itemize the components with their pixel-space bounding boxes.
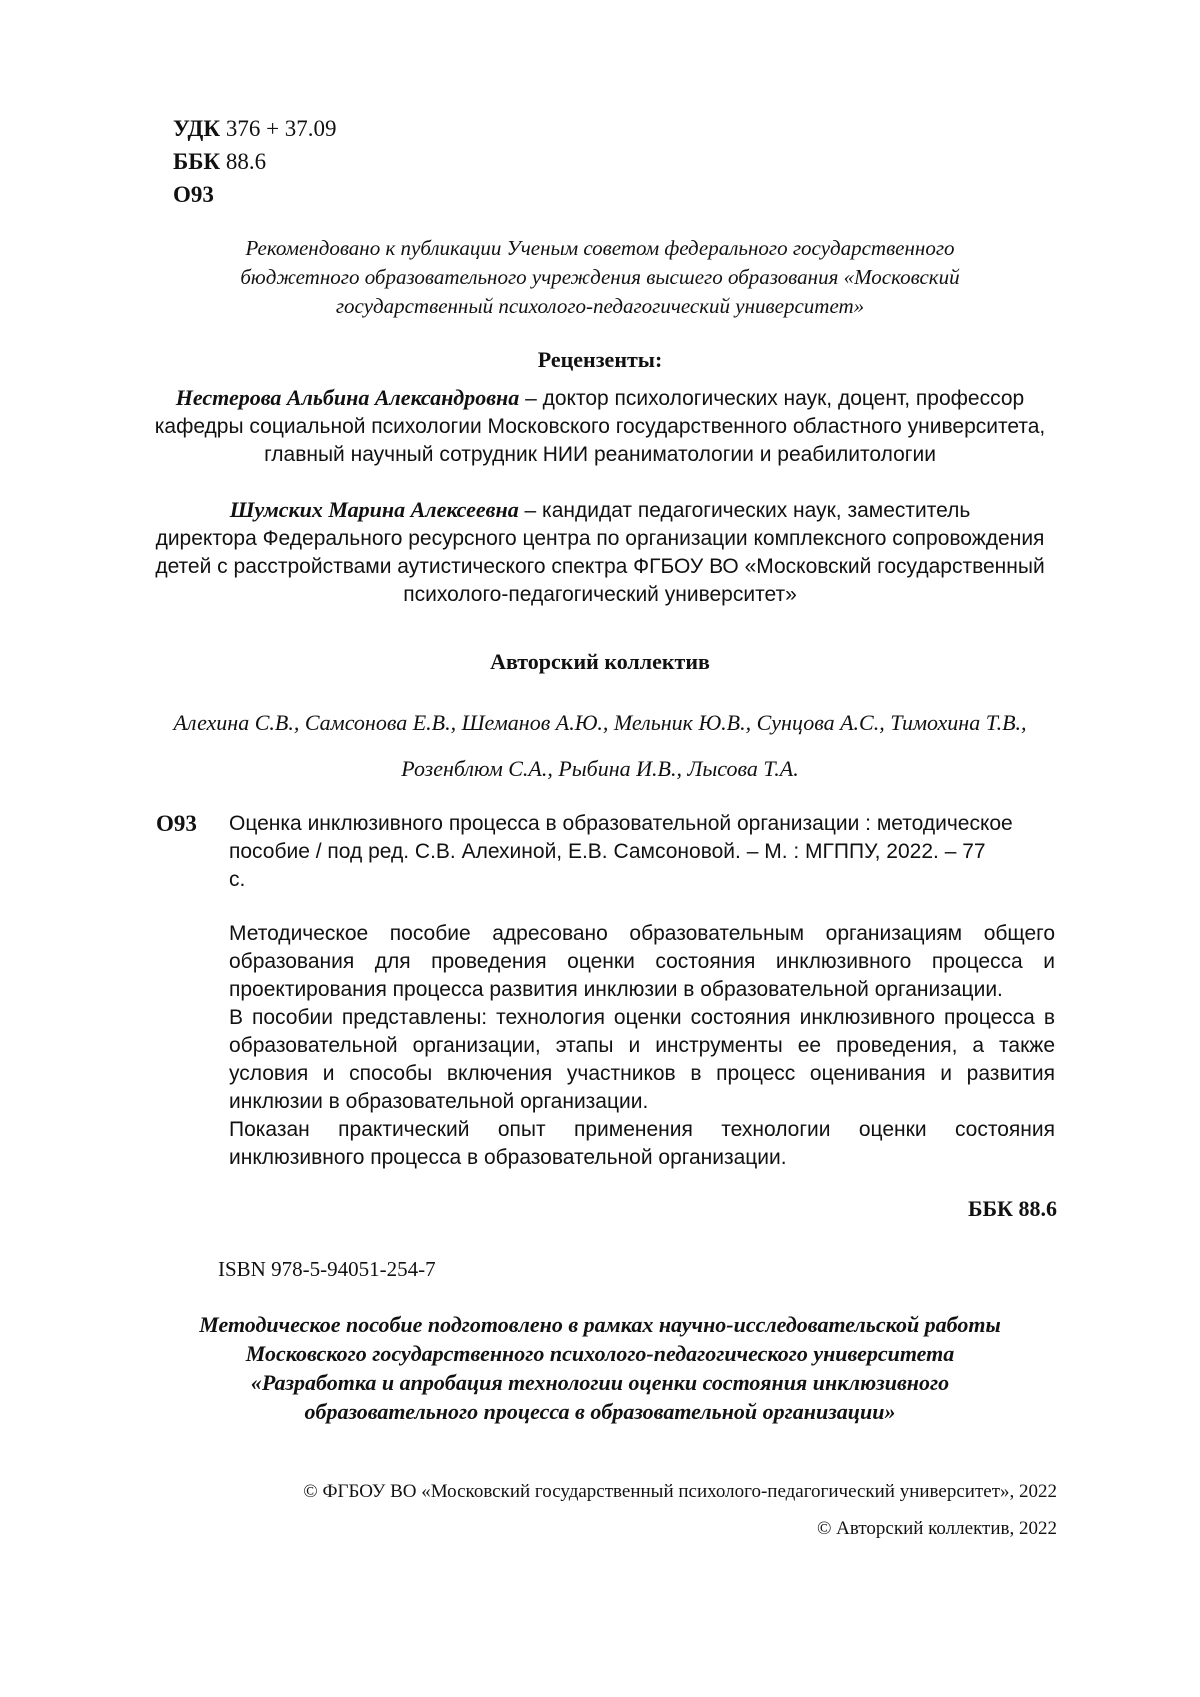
author-mark: О93 <box>173 182 214 207</box>
recommendation-note: Рекомендовано к публикации Ученым советом федерального государственного бюджетного образовательного учреждения высшего образования «Московский государственный психолого-педагогический университет» <box>240 236 960 318</box>
reviewer-name: Шумских Марина Алексеевна <box>229 497 519 522</box>
udk-code: УДК 376 + 37.09 <box>173 116 337 141</box>
funding-note: Методическое пособие подготовлено в рамках научно-исследовательской работы Московского государственного психолого-педагогического университета «Разработка и апробация технологии оценки состояния инклюзивного образовательного процесса в образовательной организации» <box>199 1312 1001 1424</box>
reviewers-heading: Рецензенты: <box>537 347 663 372</box>
bbk-code: ББК 88.6 <box>173 149 267 174</box>
annotation <box>229 920 1055 1172</box>
annotation-paragraph: В пособии представлены: технология оценки состояния инклюзивного процесса в образовательной организации, этапы и инструменты ее проведения, а также условия и способы включения участников в процесс оценивания и развития инклюзии в образовательной организации. <box>229 1006 1055 1113</box>
isbn: ISBN 978-5-94051-254-7 <box>218 1257 436 1281</box>
authors-heading: Авторский коллектив <box>490 649 710 674</box>
reviewer-2: Шумских Марина Алексеевна – кандидат педагогических наук, заместитель директора Федерального ресурсного центра по организации комплексного сопровождения детей с расстройствами аутистического спектра ФГБОУ ВО «Московский государственный психолого-педагогический университет» <box>155 497 1045 606</box>
authors-list: Алехина С.В., Самсонова Е.В., Шеманов А.Ю., Мельник Ю.В., Сунцова А.С., Тимохина Т.В., Розенблюм С.А., Рыбина И.В., Лысова Т.А. <box>173 710 1027 781</box>
citation: Оценка инклюзивного процесса в образовательной организации : методическое пособие / под ред. С.В. Алехиной, Е.В. Самсоновой. – М. : МГППУ, 2022. – 77 с. <box>229 812 1013 891</box>
reviewer-1: Нестерова Альбина Александровна – доктор психологических наук, доцент, профессор кафедры социальной психологии Московского государственного областного университета, главный научный сотрудник НИИ реаниматологии и реабилитологии <box>154 385 1046 466</box>
entry-code: О93 <box>156 811 197 836</box>
copyright-university: © ФГБОУ ВО «Московский государственный психолого-педагогический университет», 2022 <box>303 1481 1057 1502</box>
copyright-authors: © Авторский коллектив, 2022 <box>816 1518 1057 1539</box>
annotation-paragraph: Методическое пособие адресовано образовательным организациям общего образования для проведения оценки состояния инклюзивного процесса и проектирования процесса развития инклюзии в образовательной организации. <box>229 922 1055 1001</box>
entry-text <box>229 810 1055 1172</box>
bbk-index: ББК 88.6 <box>967 1196 1057 1221</box>
annotation-paragraph: Показан практический опыт применения технологии оценки состояния инклюзивного процесса в образовательной организации. <box>229 1118 1055 1169</box>
classification-codes <box>173 112 337 211</box>
reviewer-name: Нестерова Альбина Александровна <box>175 385 520 410</box>
